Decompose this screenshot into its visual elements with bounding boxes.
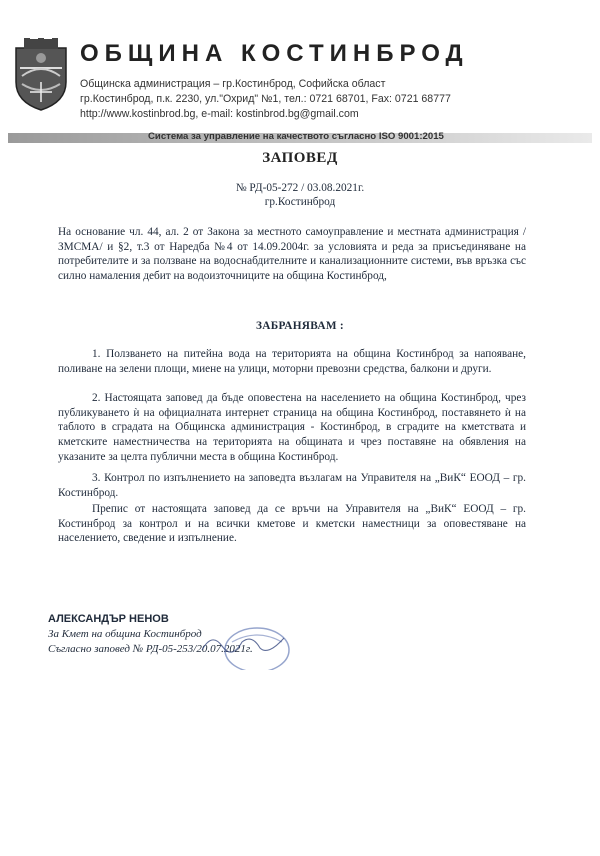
municipality-name: ОБЩИНА КОСТИНБРОД (80, 40, 469, 67)
document-city: гр.Костинброд (264, 196, 336, 208)
address-line-1: Общинска администрация – гр.Костинброд, Софийска област (80, 78, 386, 90)
signatory-name: АЛЕКСАНДЪР НЕНОВ (48, 613, 169, 625)
address-line-2: гр.Костинброд, п.к. 2230, ул."Охрид" №1, тел.: 0721 68701, Fax: 0721 68777 (80, 93, 451, 105)
forbid-heading: ЗАБРАНЯВАМ : (256, 320, 344, 332)
item-3: 3. Контрол по изпълнението на заповедта възлагам на Управителя на „ВиК“ ЕООД – гр. Костинброд. (58, 472, 526, 499)
document-number: № РД-05-272 / 03.08.2021г. (235, 182, 365, 194)
item-2: 2. Настоящата заповед да бъде оповестена на населението на община Костинброд, чрез публикуването ѝ на официалната интернет страница на община Костинброд, поставянето ѝ на таблото в сградата на Общинска администрация - Костинброд, в сградите на кметствата и кметските наместничества на територията на общината и чрез поставяне на обявления на указаните за целта публични места в община Костинброд. (58, 392, 526, 463)
document-title: ЗАПОВЕД (262, 150, 338, 166)
item-1: 1. Ползването на питейна вода на територията на община Костинброд за напояване, поливане на зелени площи, миене на улици, моторни превозни средства, балкони и други. (58, 348, 526, 375)
intro-paragraph: На основание чл. 44, ал. 2 от Закона за местното самоуправление и местната администрация /ЗМСМА/ и §2, т.3 от Наредба №4 от 14.09.2004г. за условията и реда за присъединяване на потребителите и за ползване на водоснабдителните и канализационните системи, във връзка със силно намаления дебит на водоизточниците на община Костинброд, (58, 226, 526, 283)
municipality-crest-icon (10, 38, 72, 112)
signatory-title: За Кмет на община Костинброд (48, 628, 202, 640)
iso-text: Система за управление на качеството съгласно ISO 9001:2015 (148, 131, 444, 142)
contact-line: http://www.kostinbrod.bg, e-mail: kostinbrod.bg@gmail.com (80, 108, 359, 120)
closing-paragraph: Препис от настоящата заповед да се връчи на Управителя на „ВиК“ ЕООД – гр. Костинброд за контрол и на всички кметове и кметски наместници за оповестяване на населението, сведение и изпълнение. (58, 503, 526, 545)
signatory-authority: Съгласно заповед № РД-05-253/20.07.2021г. (48, 643, 253, 655)
handwritten-signature-icon (198, 626, 290, 660)
